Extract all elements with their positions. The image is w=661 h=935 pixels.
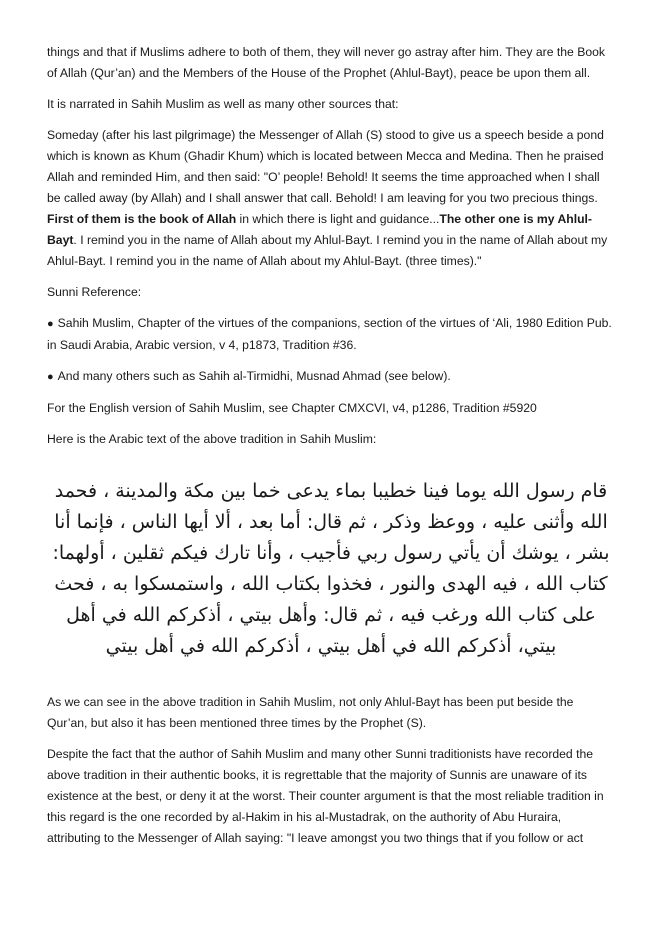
paragraph-english-version: For the English version of Sahih Muslim, see Chapter CMXCVI, v4, p1286, Tradition #5920	[47, 401, 537, 415]
paragraph-intro: things and that if Muslims adhere to both of them, they will never go astray after him. They are the Book of Allah (Qur’an) and the Members of the House of the Prophet (Ahlul-Bayt), peace be upon them all.	[47, 45, 605, 80]
quote-bold-book-of-allah: First of them is the book of Allah	[47, 212, 237, 226]
document-page	[47, 42, 615, 859]
quote-part-2: in which there is light and guidance...	[236, 212, 440, 226]
paragraph-arabic-intro: Here is the Arabic text of the above tradition in Sahih Muslim:	[47, 432, 377, 446]
sunni-reference-heading: Sunni Reference:	[47, 285, 142, 299]
quote-bold-ahlul-bayt: The other one is my Ahlul-Bayt	[47, 212, 592, 247]
arabic-tradition-text: قام رسول الله يوما فينا خطيبا بماء يدعى خما بين مكة والمدينة ، فحمد الله وأثنى عليه ، ووعظ وذكر ، ثم قال: أما بعد ، ألا أيها الناس ، فإنما أنا بشر ، يوشك أن يأتي رسول ربي فأجيب ، وأنا تارك فيكم ثقلين ، أولهما: كتاب الله ، فيه الهدى والنور ، فخذوا بكتاب الله ، واستمسكوا به ، فحث على كتاب الله ورغب فيه ، ثم قال: وأهل بيتي ، أذكركم الله في أهل بيتي، أذكركم الله في أهل بيتي ، أذكركم الله في أهل بيتي	[52, 480, 610, 657]
reference-text: And many others such as Sahih al-Tirmidhi, Musnad Ahmad (see below).	[57, 369, 451, 383]
quote-part-3: . I remind you in the name of Allah about my Ahlul-Bayt. I remind you in the name of Allah about my Ahlul-Bayt. I remind you in the name of Allah about my Ahlul-Bayt. (three times)."	[47, 233, 608, 268]
reference-item-sahih-muslim	[47, 313, 615, 356]
reference-item-others	[47, 366, 615, 388]
paragraph-counter-argument: Despite the fact that the author of Sahih Muslim and many other Sunni traditionists have recorded the above tradition in their authentic books, it is regrettable that the majority of Sunnis are unaware of its existence at the best, or deny it at the worst. Their counter argument is that the most reliable tradition in this regard is the one recorded by al-Hakim in his al-Mustadrak, on the authority of Abu Huraira, attributing to the Messenger of Allah saying: "I leave amongst you two things that if you follow or act	[47, 747, 604, 845]
paragraph-narration-intro: It is narrated in Sahih Muslim as well as many other sources that:	[47, 97, 399, 111]
paragraph-tradition-quote	[47, 125, 615, 272]
reference-text: Sahih Muslim, Chapter of the virtues of the companions, section of the virtues of ‘Ali, 1980 Edition Pub. in Saudi Arabia, Arabic version, v 4, p1873, Tradition #36.	[47, 316, 612, 352]
paragraph-analysis: As we can see in the above tradition in Sahih Muslim, not only Ahlul-Bayt has been put beside the Qur’an, but also it has been mentioned three times by the Prophet (S).	[47, 695, 574, 730]
quote-part-1: Someday (after his last pilgrimage) the Messenger of Allah (S) stood to give us a speech beside a pond which is known as Khum (Ghadir Khum) which is located between Mecca and Medina. Then he praised Allah and reminded Him, and then said: "O’ people! Behold! It seems the time approached when I shall be called away (by Allah) and I shall answer that call. Behold! I am leaving for you two precious things.	[47, 128, 604, 205]
